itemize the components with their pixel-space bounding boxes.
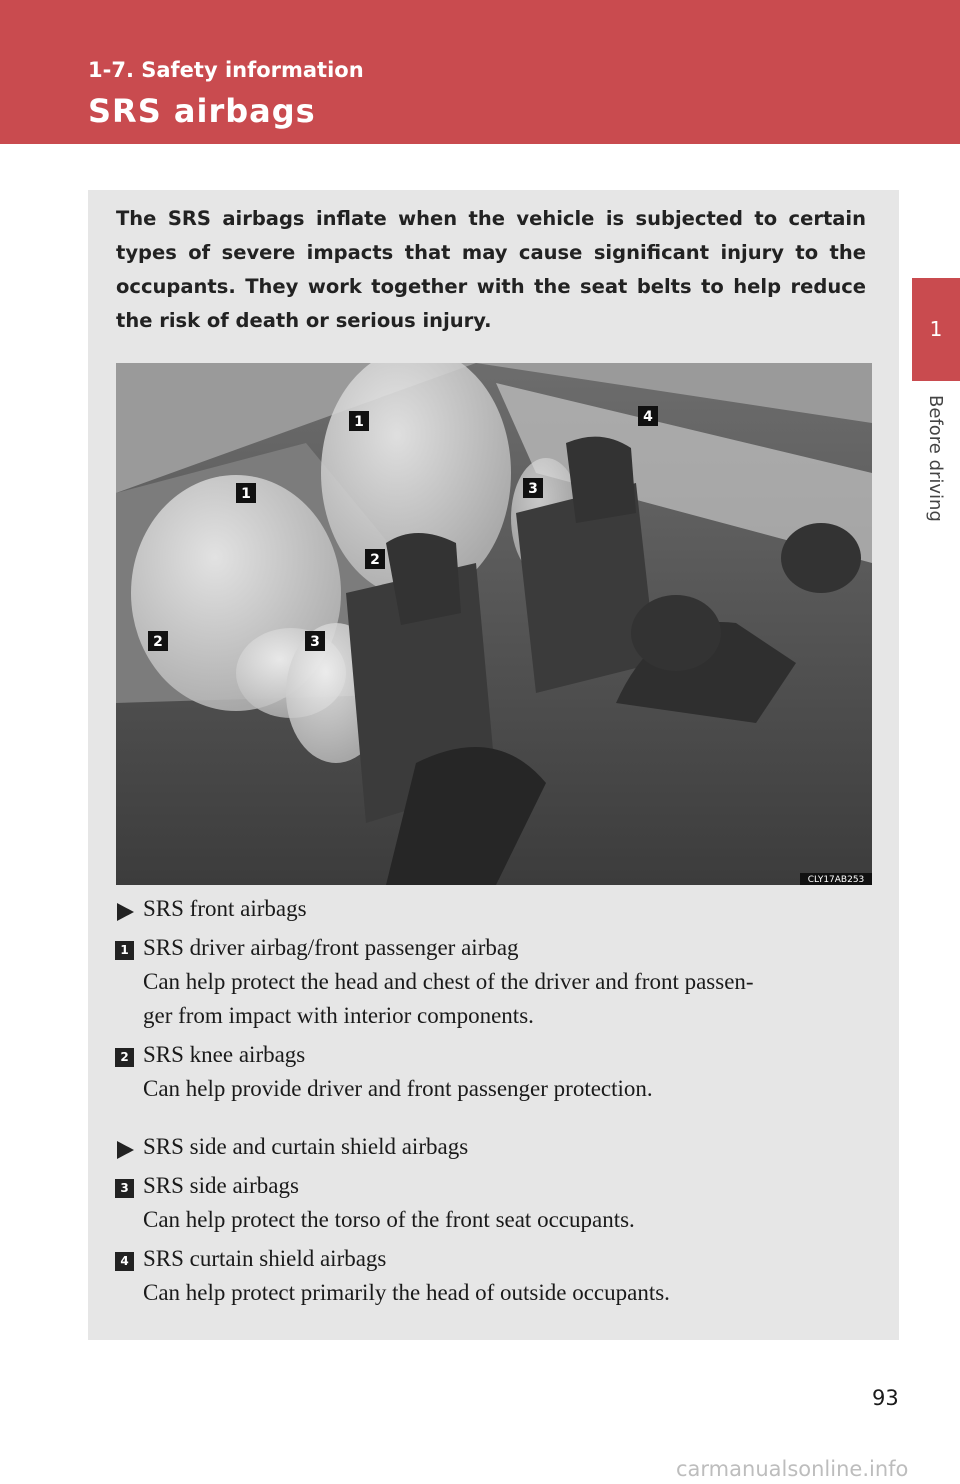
group-heading-front: SRS front airbags bbox=[143, 896, 307, 921]
svg-text:4: 4 bbox=[643, 409, 653, 425]
callout-3a bbox=[523, 478, 543, 498]
item-description: ger from impact with interior components. bbox=[143, 1003, 534, 1028]
callout-1b bbox=[236, 483, 256, 503]
page-title: SRS airbags bbox=[88, 92, 316, 130]
group-heading-side: SRS side and curtain shield airbags bbox=[143, 1134, 469, 1159]
svg-text:3: 3 bbox=[528, 481, 538, 497]
item-title: SRS knee airbags bbox=[143, 1042, 306, 1067]
item-title: SRS curtain shield airbags bbox=[143, 1246, 387, 1271]
page-number: 93 bbox=[872, 1386, 899, 1410]
callout-4 bbox=[638, 406, 658, 426]
item-description: Can help provide driver and front passenger protection. bbox=[143, 1076, 653, 1101]
svg-text:2: 2 bbox=[370, 552, 380, 568]
rear-headrest-right bbox=[781, 523, 861, 593]
callout-2a bbox=[365, 549, 385, 569]
page-header bbox=[0, 0, 960, 144]
item-description: Can help protect the torso of the front seat occupants. bbox=[143, 1207, 635, 1232]
number-badge: 1 bbox=[115, 941, 134, 960]
number-badge: 4 bbox=[115, 1252, 134, 1271]
airbag-diagram bbox=[116, 363, 872, 885]
item-description: Can help protect primarily the head of outside occupants. bbox=[143, 1280, 670, 1305]
svg-text:1: 1 bbox=[241, 486, 251, 502]
number-badge: 2 bbox=[115, 1048, 134, 1067]
item-title: SRS driver airbag/front passenger airbag bbox=[143, 935, 519, 960]
callout-1a bbox=[349, 411, 369, 431]
arrow-icon bbox=[117, 903, 134, 921]
arrow-icon bbox=[117, 1141, 134, 1159]
callout-2b bbox=[148, 631, 168, 651]
chapter-label: Before driving bbox=[925, 395, 946, 522]
number-badge: 3 bbox=[115, 1179, 134, 1198]
figure-code: CLY17AB253 bbox=[807, 875, 865, 885]
item-description: Can help protect the head and chest of the driver and front passen- bbox=[143, 969, 754, 994]
rear-headrest-left bbox=[631, 595, 721, 671]
section-title: 1-7. Safety information bbox=[88, 58, 364, 82]
intro-paragraph: The SRS airbags inflate when the vehicle is subjected to certain types of severe impacts that may cause significant injury to the occupants. They work together with the seat belts to help reduce the risk of death or serious injury. bbox=[116, 207, 866, 332]
svg-text:2: 2 bbox=[153, 634, 163, 650]
chapter-tab[interactable]: 1 bbox=[912, 278, 960, 381]
item-title: SRS side airbags bbox=[143, 1173, 299, 1198]
watermark: carmanualsonline.info bbox=[676, 1457, 909, 1481]
svg-text:1: 1 bbox=[354, 414, 364, 430]
callout-3b bbox=[305, 631, 325, 651]
passenger-headrest bbox=[566, 437, 636, 523]
airbag-illustration bbox=[116, 363, 872, 885]
svg-text:3: 3 bbox=[310, 634, 320, 650]
